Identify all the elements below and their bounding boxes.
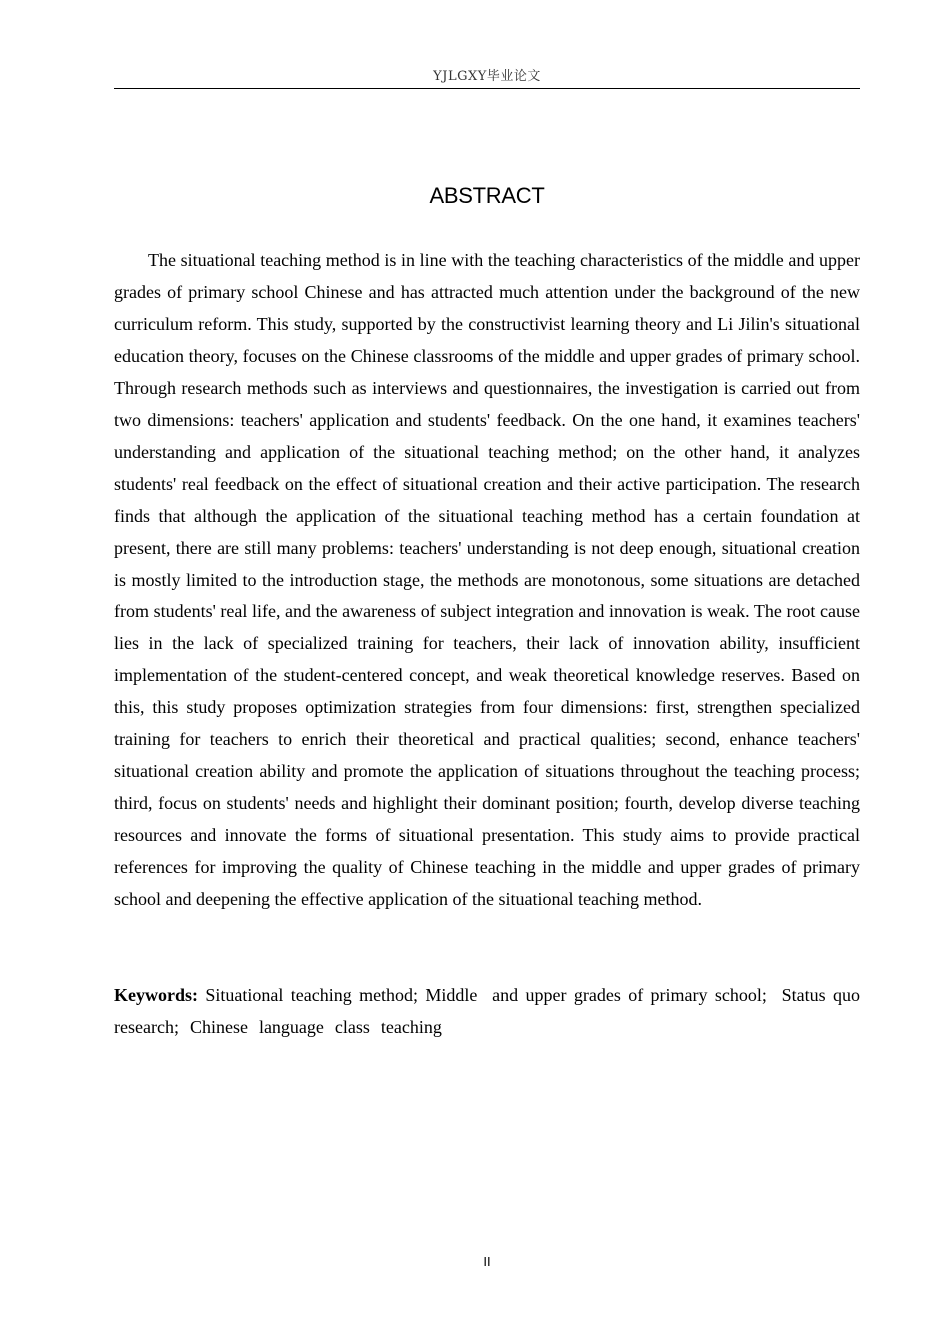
keywords-text: Situational teaching method; Middle and upper grades of primary school; Status quo research; Chinese language class teaching [114, 985, 866, 1037]
keywords-label: Keywords: [114, 985, 198, 1005]
page-header: YJLGXY毕业论文 [114, 66, 860, 89]
abstract-body: The situational teaching method is in line with the teaching characteristics of the middle and upper grades of primary school Chinese and has attracted much attention under the background of the new curriculum reform. This study, supported by the constructivist learning theory and Li Jilin's situational education theory, focuses on the Chinese classrooms of the middle and upper grades of primary school. Through research methods such as interviews and questionnaires, the investigation is carried out from two dimensions: teachers' application and students' feedback. On the one hand, it examines teachers' understanding and application of the situational teaching method; on the other hand, it analyzes students' real feedback on the effect of situational creation and their active participation. The research finds that although the application of the situational teaching method has a certain foundation at present, there are still many problems: teachers' understanding is not deep enough, situational creation is mostly limited to the introduction stage, the methods are monotonous, some situations are detached from students' real life, and the awareness of subject integration and innovation is weak. The root cause lies in the lack of specialized training for teachers, their lack of innovation ability, insufficient implementation of the student-centered concept, and weak theoretical knowledge reserves. Based on this, this study proposes optimization strategies from four dimensions: first, strengthen specialized training for teachers to enrich their theoretical and practical qualities; second, enhance teachers' situational creation ability and promote the application of situations throughout the teaching process; third, focus on students' needs and highlight their dominant position; fourth, develop diverse teaching resources and innovate the forms of situational presentation. This study aims to provide practical references for improving the quality of Chinese teaching in the middle and upper grades of primary school and deepening the effective application of the situational teaching method. [114, 250, 860, 910]
keywords-paragraph [114, 979, 866, 1043]
abstract-title: ABSTRACT [429, 183, 545, 208]
page-number: II [483, 1254, 491, 1269]
